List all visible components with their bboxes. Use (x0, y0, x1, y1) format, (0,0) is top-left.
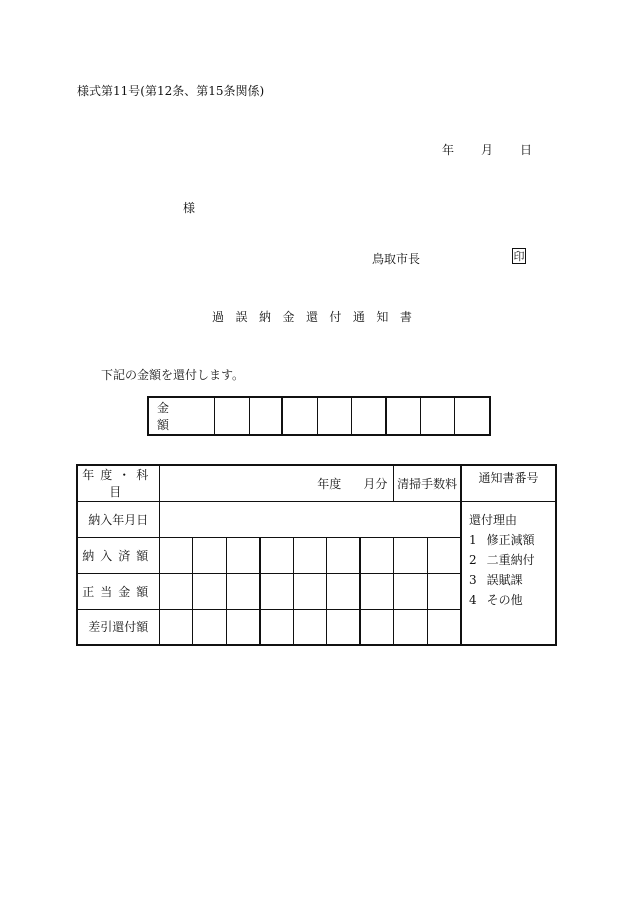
reason-number: 2 (469, 552, 477, 567)
refund-reason-item (469, 570, 555, 590)
digit-cell[interactable] (427, 573, 461, 609)
digit-cell[interactable] (293, 537, 327, 573)
amount-digit-cell[interactable] (421, 398, 456, 434)
intro-text: 下記の金額を還付します。 (101, 368, 245, 382)
amount-digit-cell[interactable] (352, 398, 387, 434)
digit-cell[interactable] (293, 609, 327, 645)
seal-mark: 印 (513, 250, 525, 263)
row-label-payment-date: 納入年月日 (77, 501, 159, 537)
reason-number: 4 (469, 592, 477, 607)
refund-details-table (76, 464, 557, 646)
reason-number: 3 (469, 572, 477, 587)
digit-cell[interactable] (193, 537, 227, 573)
month-portion-label: 月分 (363, 476, 388, 491)
digit-cell[interactable] (394, 573, 428, 609)
digit-cell[interactable] (394, 609, 428, 645)
reason-text: 修正減額 (486, 532, 535, 547)
digit-cell[interactable] (360, 609, 394, 645)
row-label-year-subject: 年度・科目 (77, 465, 159, 501)
date-month-label: 月 (480, 143, 493, 157)
digit-cell[interactable] (193, 609, 227, 645)
amount-digit-cell[interactable] (215, 398, 250, 434)
row-label-paid-amount: 納入済額 (77, 537, 159, 573)
fiscal-year-label: 年度 (317, 476, 342, 491)
amount-digit-cell[interactable] (283, 398, 318, 434)
refund-reason-item (469, 550, 555, 570)
year-subject-cell[interactable] (159, 465, 394, 501)
digit-cell[interactable] (159, 609, 193, 645)
digit-cell[interactable] (260, 609, 294, 645)
digit-cell[interactable] (427, 537, 461, 573)
amount-digit-cell[interactable] (250, 398, 284, 434)
refund-amount-grid (147, 396, 491, 436)
title-char: 誤 (235, 310, 248, 324)
table-row (77, 501, 556, 537)
digit-cell[interactable] (293, 573, 327, 609)
reason-number: 1 (469, 532, 477, 547)
title-char: 通 (352, 310, 365, 324)
refund-reason-title: 還付理由 (469, 512, 518, 527)
digit-cell[interactable] (327, 537, 361, 573)
date-day-label: 日 (519, 143, 532, 157)
title-char: 過 (212, 310, 225, 324)
addressee-suffix: 様 (183, 201, 196, 215)
amount-digit-cell[interactable] (455, 398, 489, 434)
reason-text: 誤賦課 (486, 572, 523, 587)
notice-number-header: 通知書番号 (461, 465, 556, 501)
date-year-label: 年 (442, 143, 455, 157)
reason-text: その他 (486, 592, 523, 607)
row-label-refund-difference: 差引還付額 (77, 609, 159, 645)
row-label-correct-amount: 正当金額 (77, 573, 159, 609)
title-char: 金 (282, 310, 295, 324)
title-char: 還 (305, 310, 318, 324)
reason-text: 二重納付 (486, 552, 535, 567)
digit-cell[interactable] (226, 573, 260, 609)
date-line (442, 141, 532, 158)
digit-cell[interactable] (260, 537, 294, 573)
digit-cell[interactable] (226, 609, 260, 645)
document-title (212, 308, 412, 325)
fee-name-cell: 清掃手数料 (394, 465, 461, 501)
amount-digit-cell[interactable] (318, 398, 352, 434)
digit-cell[interactable] (327, 609, 361, 645)
payment-date-cell[interactable] (159, 501, 461, 537)
digit-cell[interactable] (327, 573, 361, 609)
refund-reason-item (469, 590, 555, 610)
form-number: 様式第11号(第12条、第15条関係) (77, 84, 265, 98)
digit-cell[interactable] (159, 573, 193, 609)
title-char: 知 (376, 310, 389, 324)
title-char: 納 (258, 310, 271, 324)
digit-cell[interactable] (394, 537, 428, 573)
digit-cell[interactable] (226, 537, 260, 573)
title-char: 付 (329, 310, 342, 324)
digit-cell[interactable] (159, 537, 193, 573)
refund-reasons-cell (461, 501, 556, 645)
digit-cell[interactable] (360, 573, 394, 609)
amount-digit-cell[interactable] (387, 398, 421, 434)
table-row (77, 465, 556, 501)
refund-reason-item (469, 530, 555, 550)
digit-cell[interactable] (260, 573, 294, 609)
issuer-name: 鳥取市長 (372, 252, 421, 266)
amount-label: 金 額 (149, 398, 215, 434)
digit-cell[interactable] (193, 573, 227, 609)
title-char: 書 (399, 310, 412, 324)
digit-cell[interactable] (360, 537, 394, 573)
digit-cell[interactable] (427, 609, 461, 645)
